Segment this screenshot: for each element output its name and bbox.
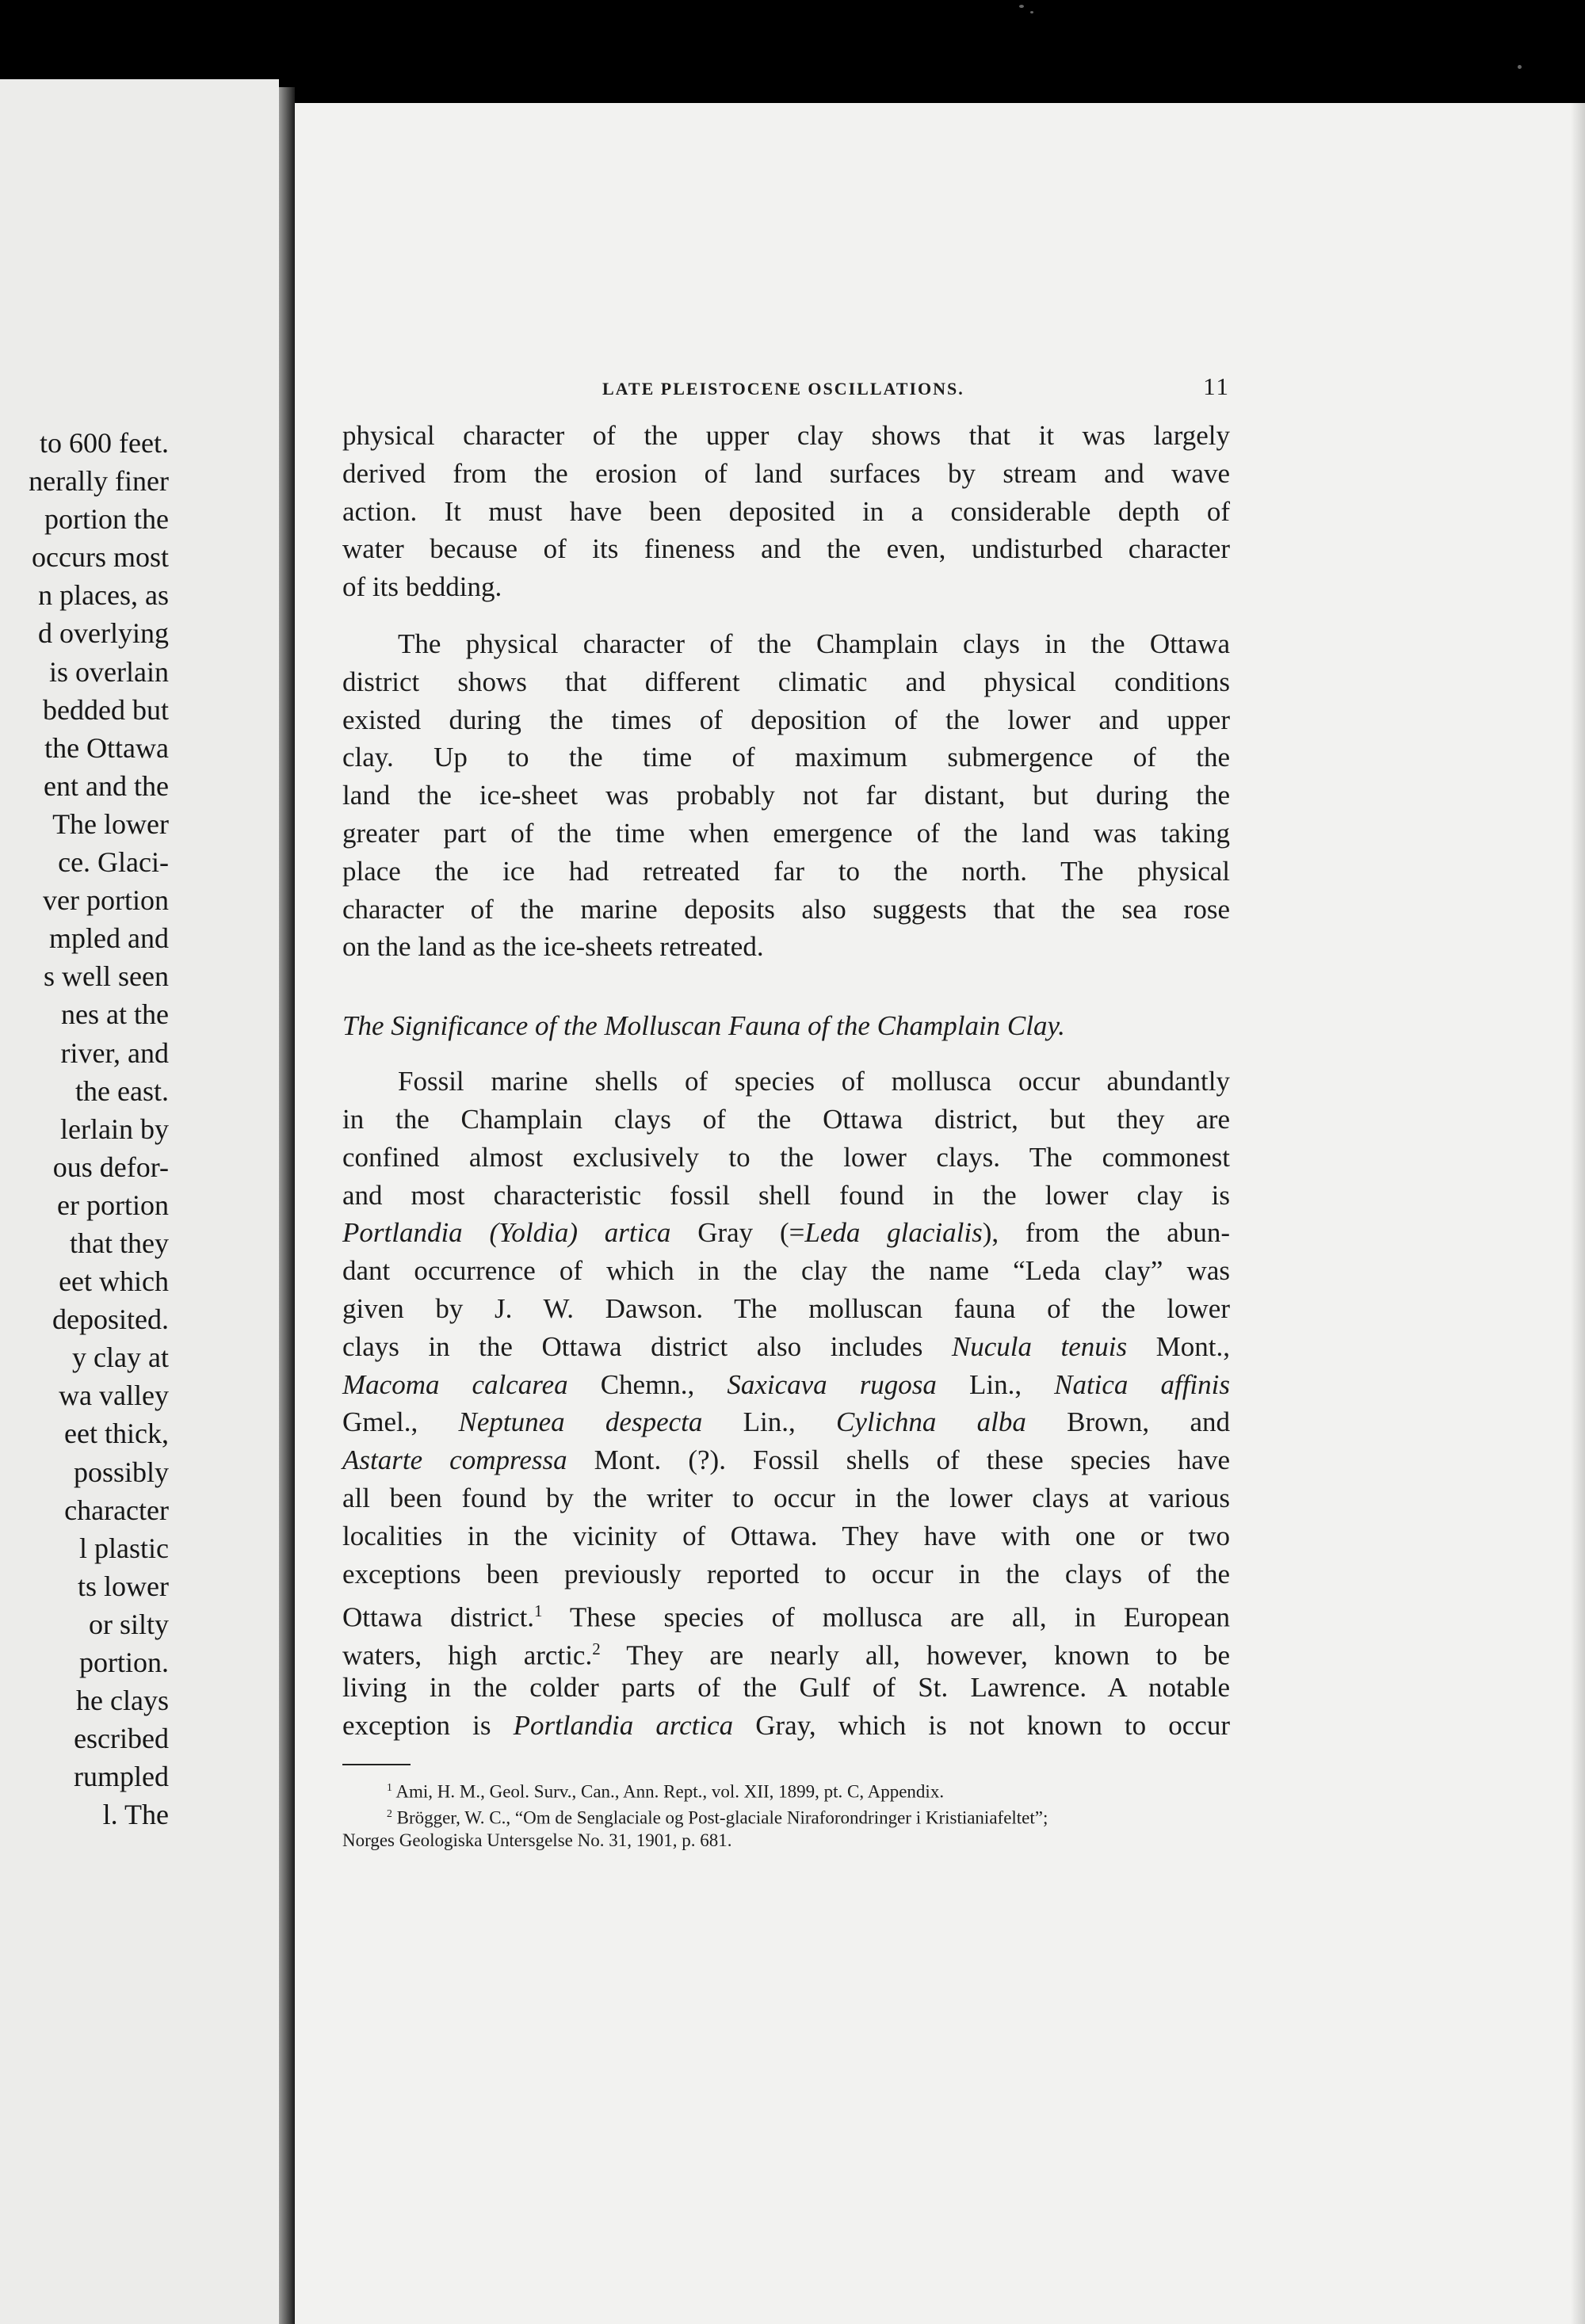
paragraph-molluscan-fauna — [342, 1063, 1230, 1744]
paragraph-champlain-clays — [342, 625, 1230, 966]
left-page-line: occurs most — [32, 541, 169, 574]
text-line: on the land as the ice-sheets retreated. — [342, 931, 764, 963]
left-page-line: l. The — [102, 1799, 169, 1831]
footnote-1: $^1$ Ami, H. M., Geol. Surv., Can., Ann. Rept., vol. XII, 1899, pt. C, Appendix. — [387, 1780, 945, 1802]
left-page-line: the Ottawa — [44, 731, 169, 764]
species-name: Leda glacialis — [804, 1217, 983, 1249]
text-line: Gmel., Neptunea despecta Lin., Cylichna alba Brown, and — [342, 1406, 1230, 1438]
left-page-line: y clay at — [72, 1341, 169, 1374]
text-line: district shows that different climatic and physical conditions — [342, 666, 1230, 697]
text-line: of its bedding. — [342, 571, 502, 603]
text-line: The physical character of the Champlain clays in the Ottawa — [398, 628, 1230, 659]
footnote-2: $^2$ Brögger, W. C., “Om de Senglaciale og Post-glaciale Niraforondringer i Kristianiafeltet”; — [387, 1807, 1048, 1828]
left-page-line: bedded but — [43, 693, 169, 726]
left-page-line: eet thick, — [64, 1418, 169, 1450]
text-line: land the ice-sheet was probably not far distant, but during the — [342, 780, 1230, 811]
text-line: water because of its fineness and the even, undisturbed character — [342, 533, 1230, 565]
dust-speck — [1019, 5, 1024, 8]
running-head — [342, 372, 1230, 417]
page-number: 11 — [1203, 372, 1230, 400]
text-line: existed during the times of deposition of the lower and upper — [342, 704, 1230, 735]
text-line: dant occurrence of which in the clay the name “Leda clay” was — [342, 1255, 1230, 1287]
left-page-line: portion. — [79, 1647, 169, 1678]
text-line: living in the colder parts of the Gulf of St. Lawrence. A notable — [342, 1671, 1230, 1703]
left-page-line: that they — [70, 1227, 169, 1259]
left-page-line: nes at the — [61, 998, 169, 1031]
species-name: Portlandia (Yoldia) artica — [342, 1217, 671, 1249]
text-line: action. It must have been deposited in a considerable depth of — [342, 495, 1230, 527]
text-line: Ottawa district.$^1$ These species of mollusca are all, in European — [342, 1601, 1230, 1633]
left-page-line: nerally finer — [29, 465, 169, 498]
left-page-line: he clays — [76, 1685, 169, 1717]
left-page-line: er portion — [57, 1189, 169, 1221]
footnote-ref: 1 — [534, 1601, 543, 1621]
species-name: Saxicava rugosa — [727, 1368, 937, 1400]
text-line: all been found by the writer to occur in the lower clays at various — [342, 1482, 1230, 1513]
text-line: clay. Up to the time of maximum submergence of the — [342, 742, 1230, 773]
left-page-text-fragment — [0, 424, 169, 1834]
left-page-line: portion the — [44, 503, 169, 536]
text-line: Portlandia (Yoldia) artica Gray (=Leda glacialis), from the abun- — [342, 1217, 1230, 1249]
left-page-line: s well seen — [44, 960, 169, 993]
text-line: greater part of the time when emergence of the land was taking — [342, 817, 1230, 849]
dust-speck — [1518, 65, 1522, 69]
left-page-line: ce. Glaci- — [58, 846, 169, 879]
left-page-line: escribed — [74, 1723, 169, 1755]
text-line: waters, high arctic.$^2$ They are nearly all, however, known to be — [342, 1639, 1231, 1671]
left-page-line: rumpled — [74, 1761, 169, 1793]
text-line: exceptions been previously reported to occur in the clays of the — [342, 1558, 1230, 1589]
text-line: given by J. W. Dawson. The molluscan fauna of the lower — [342, 1292, 1230, 1324]
text-line: derived from the erosion of land surfaces by stream and wave — [342, 457, 1230, 489]
text-line: Astarte compressa Mont. (?). Fossil shells of these species have — [342, 1444, 1230, 1476]
species-name: Macoma calcarea — [342, 1368, 568, 1400]
right-page — [295, 103, 1585, 2324]
species-name: Nucula tenuis — [951, 1330, 1128, 1362]
left-page-line: The lower — [52, 807, 169, 840]
left-page-line: ous defor- — [52, 1151, 169, 1183]
footnote-2-continued: Norges Geologiska Untersgelse No. 31, 1901, p. 681. — [342, 1830, 732, 1850]
text-line: localities in the vicinity of Ottawa. They have with one or two — [342, 1520, 1230, 1551]
text-line: physical character of the upper clay shows that it was largely — [342, 420, 1230, 451]
left-page-line: to 600 feet. — [40, 427, 169, 459]
left-page-line: n places, as — [38, 579, 169, 612]
paragraph-upper-clay — [342, 417, 1230, 606]
left-page-line: is overlain — [49, 655, 169, 688]
left-page-line: lerlain by — [60, 1112, 169, 1145]
species-name: Cylichna alba — [836, 1406, 1026, 1438]
text-line: confined almost exclusively to the lower clays. The commonest — [342, 1141, 1230, 1173]
left-page-line: l plastic — [79, 1532, 169, 1564]
left-page-line: ts lower — [78, 1570, 169, 1602]
footnote-ref: 2 — [592, 1639, 601, 1659]
left-page-line: d overlying — [38, 617, 169, 650]
text-line: and most characteristic fossil shell found in the lower clay is — [342, 1179, 1230, 1211]
text-line: Macoma calcarea Chemn., Saxicava rugosa Lin., Natica affinis — [342, 1368, 1230, 1400]
species-name: Portlandia arctica — [513, 1709, 734, 1741]
species-name: Neptunea despecta — [458, 1406, 703, 1438]
left-page-line: possibly — [73, 1456, 169, 1488]
left-page-line: deposited. — [52, 1303, 169, 1336]
text-line: in the Champlain clays of the Ottawa district, but they are — [342, 1103, 1230, 1135]
book-gutter — [279, 87, 295, 2324]
left-page-line: river, and — [60, 1036, 169, 1069]
footnote-divider — [342, 1764, 411, 1765]
left-page-line: ver portion — [43, 884, 169, 917]
species-name: Natica affinis — [1054, 1368, 1230, 1400]
running-title: LATE PLEISTOCENE OSCILLATIONS. — [602, 379, 964, 399]
text-line: exception is Portlandia arctica Gray, which is not known to occur — [342, 1709, 1230, 1741]
left-page-line: the east. — [75, 1074, 169, 1107]
section-heading: The Significance of the Molluscan Fauna of the Champlain Clay. — [342, 1010, 1065, 1042]
text-line: Fossil marine shells of species of mollusca occur abundantly — [398, 1066, 1230, 1097]
left-facing-page — [0, 79, 279, 2324]
dust-speck — [1030, 11, 1033, 13]
left-page-line: eet which — [59, 1265, 169, 1298]
left-page-line: ent and the — [44, 769, 169, 802]
text-line: clays in the Ottawa district also includes Nucula tenuis Mont., — [342, 1330, 1230, 1362]
left-page-line: wa valley — [59, 1380, 169, 1412]
left-page-line: or silty — [88, 1608, 169, 1640]
page-content — [342, 372, 1230, 1852]
left-page-line: mpled and — [49, 922, 169, 955]
text-line: place the ice had retreated far to the north. The physical — [342, 855, 1230, 887]
left-page-line: character — [64, 1494, 169, 1526]
species-name: Astarte compressa — [342, 1444, 567, 1476]
text-line: character of the marine deposits also suggests that the sea rose — [342, 893, 1230, 925]
